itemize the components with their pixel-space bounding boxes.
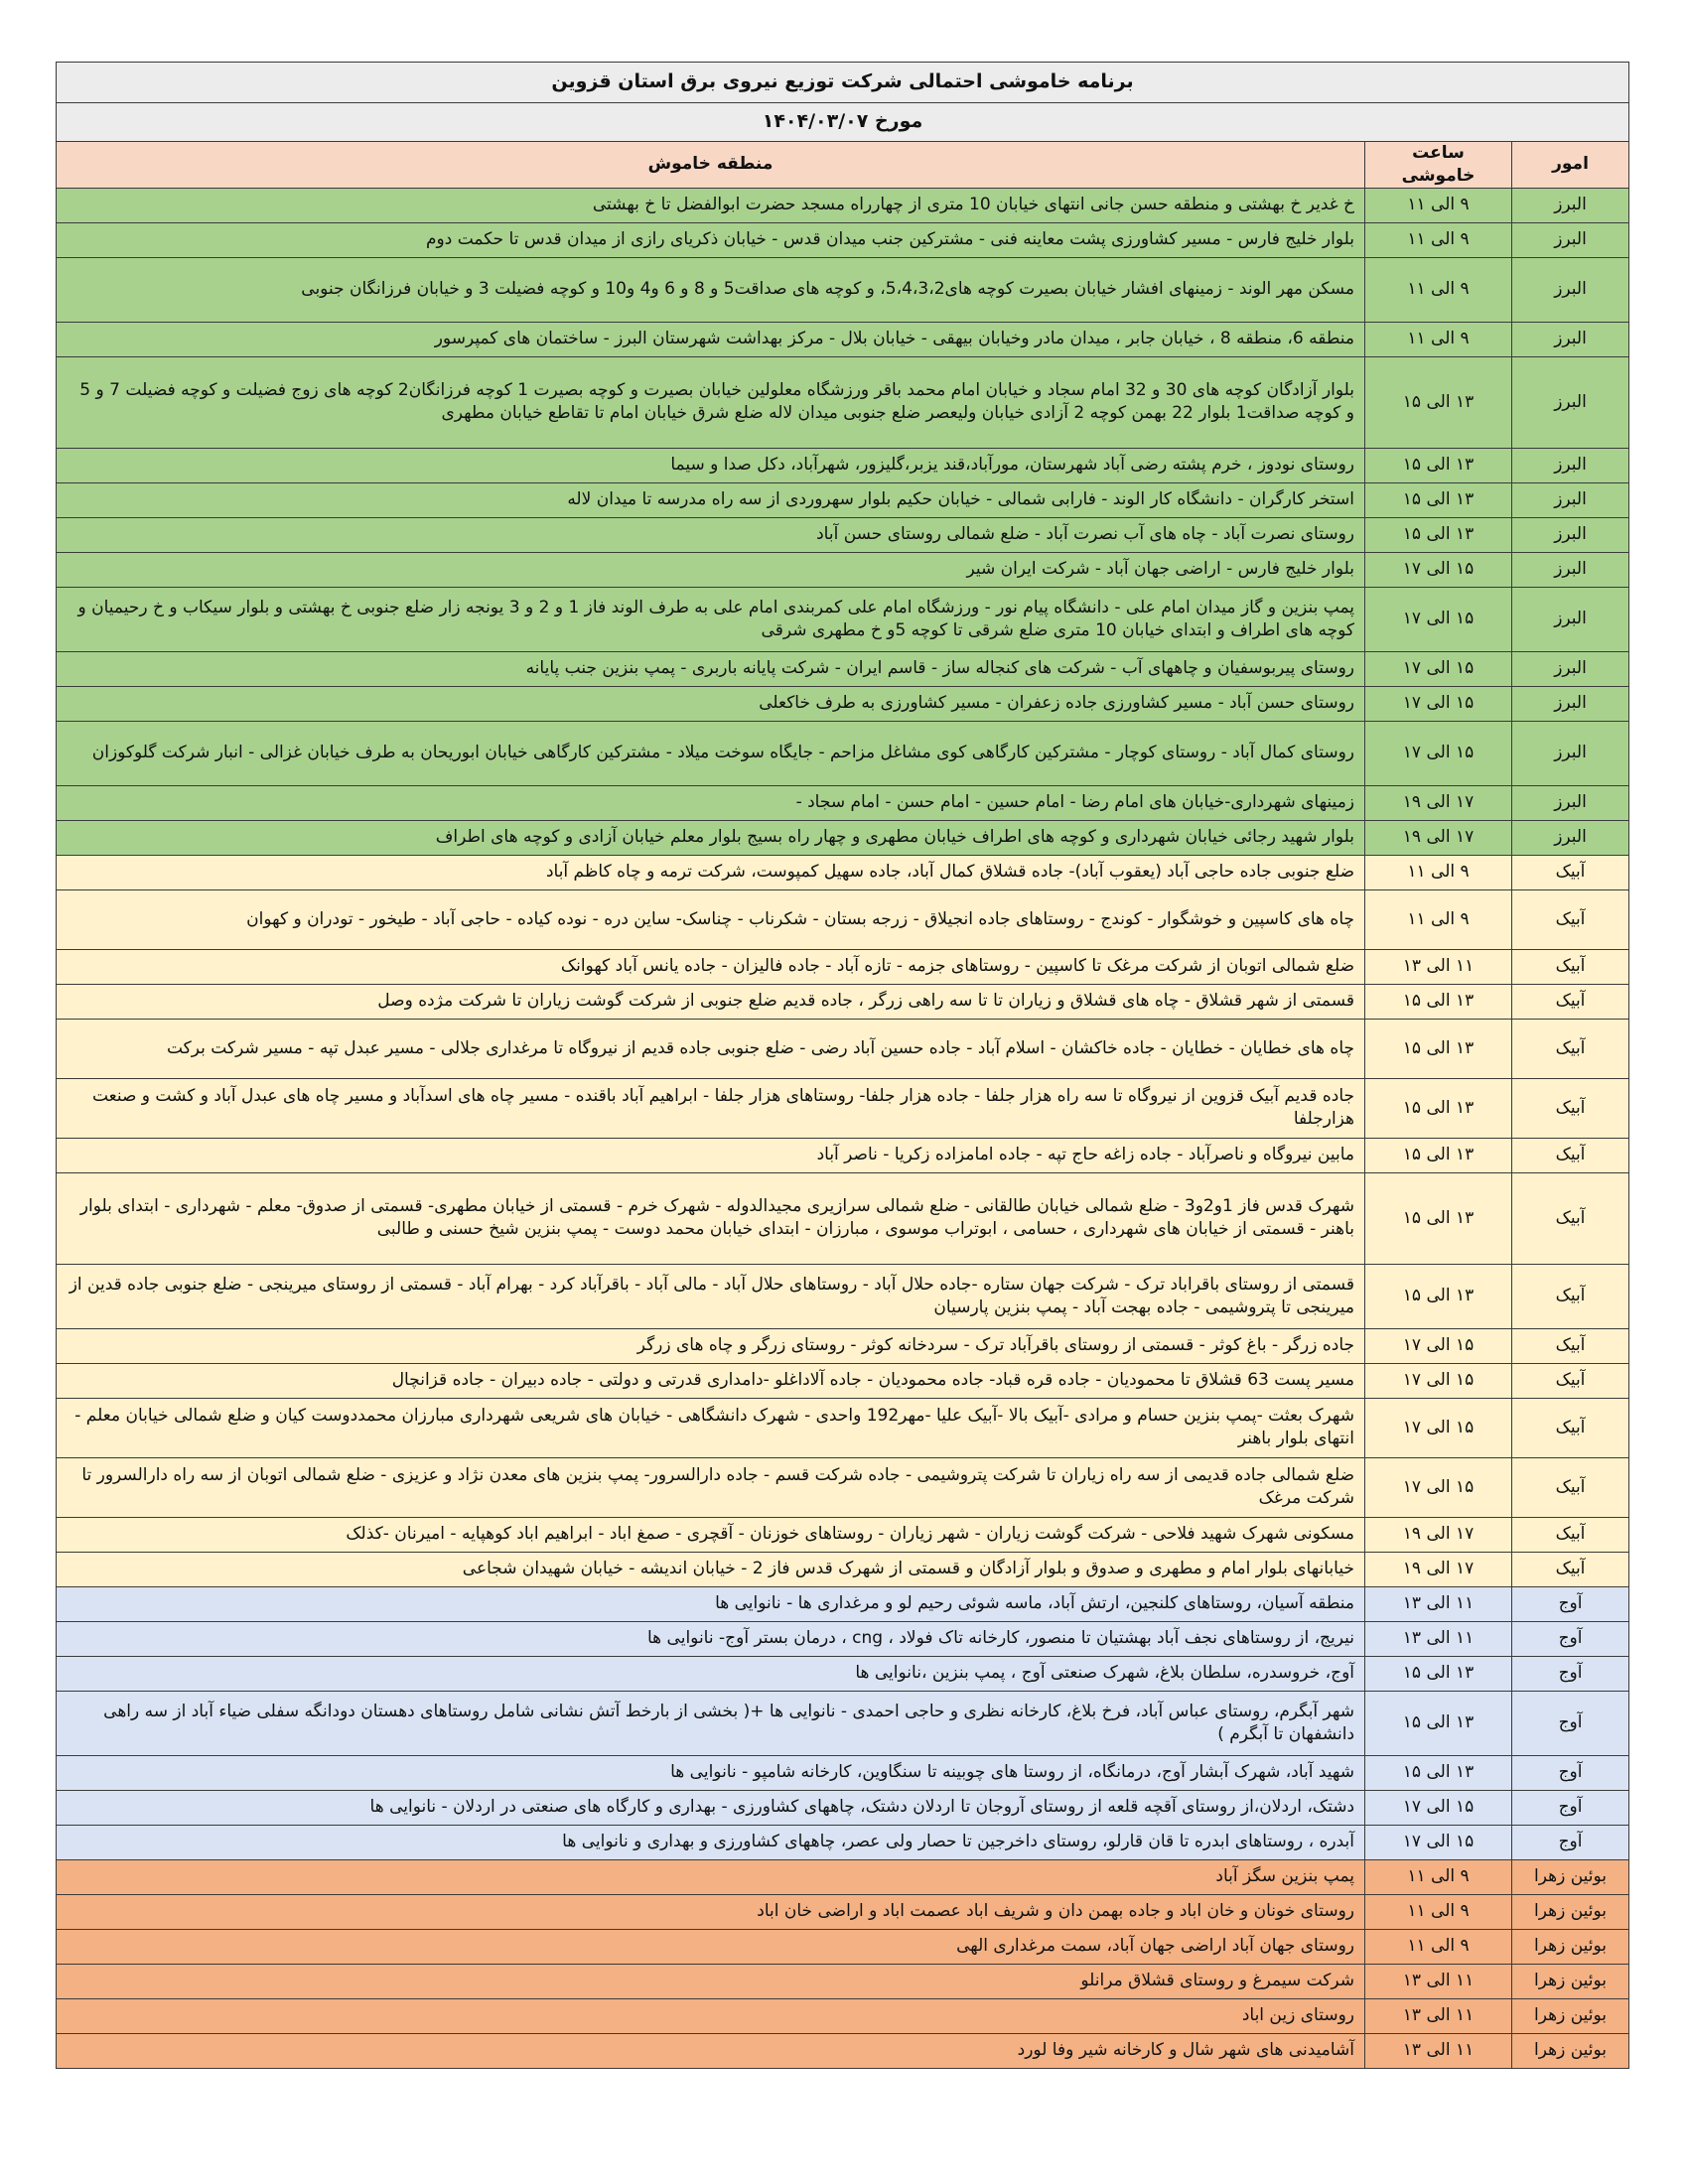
table-row <box>57 356 1629 448</box>
row-hours: ۹ الی ۱۱ <box>1365 1929 1512 1964</box>
table-row <box>57 587 1629 651</box>
table-row <box>57 686 1629 721</box>
row-area: دشتک، اردلان،از روستای آقچه قلعه از روستای آروجان تا اردلان دشتک، چاههای کشاورزی - بهداری و کارگاه های صنعتی در اردلان - نانوایی ها <box>57 1790 1365 1825</box>
row-dept: آوج <box>1512 1621 1629 1656</box>
row-area: روستای جهان آباد اراضی جهان آباد، سمت مرغداری الهی <box>57 1929 1365 1964</box>
header-area: منطقه خاموش <box>57 142 1365 189</box>
table-row <box>57 2033 1629 2068</box>
table-row <box>57 855 1629 889</box>
row-hours: ۱۳ الی ۱۵ <box>1365 1691 1512 1755</box>
row-dept: آبیک <box>1512 1517 1629 1552</box>
row-dept: آوج <box>1512 1755 1629 1790</box>
row-hours: ۱۳ الی ۱۵ <box>1365 1019 1512 1078</box>
row-area: بلوار آزادگان کوچه های 30 و 32 امام سجاد و خیابان امام محمد باقر ورزشگاه معلولین خیابان بصیرت و کوچه بصیرت 1 کوچه فرزانگان2 کوچه های زوج فضیلت و کوچه فضیلت 7 و 5 و کوچه صداقت1 بلوار 22 بهمن کوچه 2 آزادی خیابان ولیعصر ضلع جنوبی میدان لاله ضلع شرق خیابان امام تا تقاطع خیابان مطهری <box>57 356 1365 448</box>
row-hours: ۱۱ الی ۱۳ <box>1365 2033 1512 2068</box>
row-area: استخر کارگران - دانشگاه کار الوند - فارابی شمالی - خیابان حکیم بلوار سهروردی از سه راه مدرسه تا میدان لاله <box>57 482 1365 517</box>
row-dept: البرز <box>1512 257 1629 322</box>
table-row <box>57 1078 1629 1138</box>
row-hours: ۱۱ الی ۱۳ <box>1365 949 1512 984</box>
row-area: روستای زین اباد <box>57 1998 1365 2033</box>
table-row <box>57 1019 1629 1078</box>
table-row <box>57 1998 1629 2033</box>
table-row <box>57 820 1629 855</box>
row-dept: آبیک <box>1512 1457 1629 1517</box>
row-dept: آوج <box>1512 1586 1629 1621</box>
row-hours: ۱۳ الی ۱۵ <box>1365 1078 1512 1138</box>
row-hours: ۹ الی ۱۱ <box>1365 257 1512 322</box>
row-dept: آبیک <box>1512 1138 1629 1172</box>
row-dept: البرز <box>1512 222 1629 257</box>
table-row <box>57 222 1629 257</box>
table-row <box>57 949 1629 984</box>
table-row <box>57 1755 1629 1790</box>
row-hours: ۱۱ الی ۱۳ <box>1365 1621 1512 1656</box>
table-row <box>57 482 1629 517</box>
table-row <box>57 1264 1629 1328</box>
table-row <box>57 1964 1629 1998</box>
row-dept: البرز <box>1512 785 1629 820</box>
row-hours: ۹ الی ۱۱ <box>1365 855 1512 889</box>
row-dept: البرز <box>1512 552 1629 587</box>
row-hours: ۱۵ الی ۱۷ <box>1365 552 1512 587</box>
row-hours: ۱۷ الی ۱۹ <box>1365 820 1512 855</box>
row-dept: آبیک <box>1512 889 1629 949</box>
row-dept: آبیک <box>1512 1172 1629 1264</box>
row-area: خ غدیر خ بهشتی و منطقه حسن جانی انتهای خیابان 10 متری از چهارراه مسجد حضرت ابوالفضل تا خ بهشتی <box>57 188 1365 222</box>
row-dept: بوئین زهرا <box>1512 1894 1629 1929</box>
row-area: ضلع جنوبی جاده حاجی آباد (یعقوب آباد)- جاده قشلاق کمال آباد، جاده سهیل کمپوست، شرکت ترمه و چاه کاظم آباد <box>57 855 1365 889</box>
row-dept: البرز <box>1512 686 1629 721</box>
row-dept: البرز <box>1512 517 1629 552</box>
row-area: روستای حسن آباد - مسیر کشاورزی جاده زعفران - مسیر کشاورزی به طرف خاکعلی <box>57 686 1365 721</box>
table-row <box>57 257 1629 322</box>
table-row <box>57 1929 1629 1964</box>
row-area: چاه های خطایان - خطایان - جاده خاکشان - اسلام آباد - جاده حسین آباد رضی - ضلع جنوبی جاده قدیم از نیروگاه تا مرغداری جلالی - مسیر عبدل تپه - مسیر شرکت برکت <box>57 1019 1365 1078</box>
row-area: ضلع شمالی جاده قدیمی از سه راه زیاران تا شرکت پتروشیمی - جاده شرکت قسم - جاده دارالسرور- پمپ بنزین های معدن نژاد و عزیزی - ضلع شمالی اتوبان از سه راه دارالسرور تا شرکت مرغک <box>57 1457 1365 1517</box>
row-hours: ۱۵ الی ۱۷ <box>1365 1363 1512 1398</box>
row-hours: ۹ الی ۱۱ <box>1365 188 1512 222</box>
table-row <box>57 1552 1629 1586</box>
row-area: نیریج، از روستاهای نجف آباد بهشتیان تا منصور، کارخانه تاک فولاد ، cng ، درمان بستر آوج- نانوایی ها <box>57 1621 1365 1656</box>
row-area: زمینهای شهرداری-خیابان های امام رضا - امام حسین - امام حسن - امام سجاد - <box>57 785 1365 820</box>
row-area: جاده قدیم آبیک قزوین از نیروگاه تا سه راه هزار جلفا - جاده هزار جلفا- روستاهای هزار جلفا - ابراهیم آباد باقنده - مسیر چاه های اسدآباد و مسیر چاه های عبدل آباد و کشت و صنعت هزارجلفا <box>57 1078 1365 1138</box>
row-dept: بوئین زهرا <box>1512 1964 1629 1998</box>
row-dept: بوئین زهرا <box>1512 2033 1629 2068</box>
row-area: مابین نیروگاه و ناصرآباد - جاده زاغه حاج تپه - جاده امامزاده زکریا - ناصر آباد <box>57 1138 1365 1172</box>
document-date: مورخ ۱۴۰۴/۰۳/۰۷ <box>57 103 1629 142</box>
row-hours: ۱۳ الی ۱۵ <box>1365 356 1512 448</box>
table-row <box>57 1790 1629 1825</box>
row-area: مسکن مهر الوند - زمینهای افشار خیابان بصیرت کوچه های5،4،3،2، و کوچه های صداقت5 و 8 و 6 و4 و10 و کوچه فضیلت 3 و خیابان فرزانگان جنوبی <box>57 257 1365 322</box>
row-area: قسمتی از شهر قشلاق - چاه های قشلاق و زیاران تا تا سه راهی زرگر ، جاده قدیم ضلع جنوبی از شرکت گوشت زیاران تا شرکت مژده وصل <box>57 984 1365 1019</box>
row-dept: آبیک <box>1512 1078 1629 1138</box>
row-hours: ۱۳ الی ۱۵ <box>1365 984 1512 1019</box>
row-dept: بوئین زهرا <box>1512 1998 1629 2033</box>
row-area: پمپ بنزین و گاز میدان امام علی - دانشگاه پیام نور - ورزشگاه امام علی کمربندی امام علی به طرف الوند فاز 1 و 2 و 3 یونجه زار ضلع جنوبی خ بهشتی و بلوار سیکاب و خ رحیمیان و کوچه های اطراف و ابتدای خیابان 10 متری ضلع شرقی تا کوچه 5و خ مطهری شرقی <box>57 587 1365 651</box>
row-dept: بوئین زهرا <box>1512 1929 1629 1964</box>
table-row <box>57 1138 1629 1172</box>
row-area: شرکت سیمرغ و روستای قشلاق مرانلو <box>57 1964 1365 1998</box>
row-area: بلوار خلیج فارس - مسیر کشاورزی پشت معاینه فنی - مشترکین جنب میدان قدس - خیابان ذکریای رازی از میدان قدس تا حکمت دوم <box>57 222 1365 257</box>
row-area: منطقه 6، منطقه 8 ، خیابان جابر ، میدان مادر وخیابان بیهقی - خیابان بلال - مرکز بهداشت شهرستان البرز - ساختمان های کمپرسور <box>57 322 1365 356</box>
table-row <box>57 188 1629 222</box>
table-row <box>57 1363 1629 1398</box>
row-area: بلوار خلیج فارس - اراضی جهان آباد - شرکت ایران شیر <box>57 552 1365 587</box>
blackout-schedule-table <box>56 62 1629 2069</box>
row-hours: ۹ الی ۱۱ <box>1365 322 1512 356</box>
row-dept: آوج <box>1512 1825 1629 1859</box>
row-area: شهرک بعثت -پمپ بنزین حسام و مرادی -آبیک بالا -آبیک علیا -مهر192 واحدی - شهرک دانشگاهی - خیابان های شریعی شهرداری مبارزان محمددوست کیان و ضلع شمالی خیابان معلم - انتهای بلوار باهنر <box>57 1398 1365 1457</box>
row-hours: ۱۷ الی ۱۹ <box>1365 1517 1512 1552</box>
row-hours: ۱۳ الی ۱۵ <box>1365 517 1512 552</box>
table-row <box>57 785 1629 820</box>
row-area: منطقه آسیان، روستاهای کلنجین، ارتش آباد، ماسه شوئی رحیم لو و مرغداری ها - نانوایی ها <box>57 1586 1365 1621</box>
row-dept: آبیک <box>1512 855 1629 889</box>
row-dept: بوئین زهرا <box>1512 1859 1629 1894</box>
table-row <box>57 984 1629 1019</box>
row-hours: ۱۳ الی ۱۵ <box>1365 482 1512 517</box>
table-row <box>57 1859 1629 1894</box>
table-row <box>57 651 1629 686</box>
row-hours: ۱۱ الی ۱۳ <box>1365 1998 1512 2033</box>
row-hours: ۱۳ الی ۱۵ <box>1365 1264 1512 1328</box>
row-hours: ۹ الی ۱۱ <box>1365 222 1512 257</box>
row-dept: البرز <box>1512 651 1629 686</box>
row-hours: ۱۱ الی ۱۳ <box>1365 1964 1512 1998</box>
row-dept: آبیک <box>1512 1363 1629 1398</box>
row-area: آبدره ، روستاهای ابدره تا قان قارلو، روستای داخرجین تا حصار ولی عصر، چاههای کشاورزی و بهداری و نانوایی ها <box>57 1825 1365 1859</box>
row-area: شهید آباد، شهرک آبشار آوج، درمانگاه، از روستا های چوبینه تا سنگاوین، کارخانه شامپو - نانوایی ها <box>57 1755 1365 1790</box>
row-area: چاه های کاسپین و خوشگوار - کوندج - روستاهای جاده انجیلاق - زرجه بستان - شکرناب - چناسک- ساین دره - نوده کیاده - حاجی آباد - طیخور - تودران و کهوان <box>57 889 1365 949</box>
row-hours: ۱۳ الی ۱۵ <box>1365 1755 1512 1790</box>
table-row <box>57 1656 1629 1691</box>
row-area: روستای پیربوسفیان و چاههای آب - شرکت های کنجاله ساز - قاسم ایران - شرکت پایانه باربری - پمپ بنزین جنب پایانه <box>57 651 1365 686</box>
row-hours: ۹ الی ۱۱ <box>1365 889 1512 949</box>
row-hours: ۱۷ الی ۱۹ <box>1365 1552 1512 1586</box>
table-row <box>57 517 1629 552</box>
row-hours: ۱۵ الی ۱۷ <box>1365 1328 1512 1363</box>
row-dept: البرز <box>1512 587 1629 651</box>
row-hours: ۱۵ الی ۱۷ <box>1365 587 1512 651</box>
table-row <box>57 552 1629 587</box>
page-title: برنامه خاموشی احتمالی شرکت توزیع نیروی برق استان قزوین <box>57 63 1629 103</box>
row-hours: ۱۷ الی ۱۹ <box>1365 785 1512 820</box>
table-row <box>57 1172 1629 1264</box>
row-hours: ۱۳ الی ۱۵ <box>1365 1656 1512 1691</box>
row-area: بلوار شهید رجائی خیابان شهرداری و کوچه های اطراف خیابان مطهری و چهار راه بسیج بلوار معلم خیابان آزادی و کوچه های اطراف <box>57 820 1365 855</box>
row-area: خیابانهای بلوار امام و مطهری و صدوق و بلوار آزادگان و قسمتی از شهرک قدس فاز 2 - خیابان اندیشه - خیابان شهیدان شجاعی <box>57 1552 1365 1586</box>
table-row <box>57 889 1629 949</box>
row-dept: آوج <box>1512 1790 1629 1825</box>
row-area: شهر آبگرم، روستای عباس آباد، فرخ بلاغ، کارخانه نظری و حاجی احمدی - نانوایی ها +( بخشی از بارخط آتش نشانی شامل روستاهای دهستان دودانگه سفلی ضیاء آباد از سه راهی دانشفهان تا آبگرم ) <box>57 1691 1365 1755</box>
table-header <box>57 142 1629 189</box>
row-area: شهرک قدس فاز 1و2و3 - ضلع شمالی خیابان طالقانی - ضلع شمالی سرازیری مجیدالدوله - شهرک خرم - قسمتی از خیابان مطهری- قسمتی از صدوق- معلم - شهرداری - ابتدای بلوار باهنر - قسمتی از خیابان های شهرداری ، حسامی ، ابوتراب موسوی ، مبارزان - ابتدای خیابان محمد دوست - پمپ بنزین شیخ حسنی و طالبی <box>57 1172 1365 1264</box>
row-hours: ۱۳ الی ۱۵ <box>1365 1172 1512 1264</box>
row-area: روستای نصرت آباد - چاه های آب نصرت آباد - ضلع شمالی روستای حسن آباد <box>57 517 1365 552</box>
row-dept: البرز <box>1512 721 1629 785</box>
row-hours: ۱۵ الی ۱۷ <box>1365 686 1512 721</box>
table-row <box>57 1586 1629 1621</box>
row-hours: ۱۳ الی ۱۵ <box>1365 448 1512 482</box>
header-hours: ساعت خاموشی <box>1365 142 1512 189</box>
row-dept: البرز <box>1512 322 1629 356</box>
table-row <box>57 1398 1629 1457</box>
row-area: روستای کمال آباد - روستای کوچار - مشترکین کارگاهی کوی مشاغل مزاحم - جایگاه سوخت میلاد - مشترکین کارگاهی خیابان ابوریحان به طرف خیابان غزالی - انبار شرکت گلوکوزان <box>57 721 1365 785</box>
table-row <box>57 1457 1629 1517</box>
row-area: روستای خونان و خان اباد و جاده بهمن دان و شریف اباد عصمت اباد و اراضی خان اباد <box>57 1894 1365 1929</box>
row-dept: آبیک <box>1512 1019 1629 1078</box>
row-dept: البرز <box>1512 482 1629 517</box>
row-dept: البرز <box>1512 820 1629 855</box>
row-hours: ۱۵ الی ۱۷ <box>1365 1790 1512 1825</box>
table-row <box>57 322 1629 356</box>
row-hours: ۱۵ الی ۱۷ <box>1365 721 1512 785</box>
row-area: پمپ بنزین سگز آباد <box>57 1859 1365 1894</box>
row-dept: البرز <box>1512 448 1629 482</box>
row-area: مسکونی شهرک شهید فلاحی - شرکت گوشت زیاران - شهر زیاران - روستاهای خوزنان - آقچری - صمغ اباد - ابراهیم اباد کوهپایه - امیرنان -کذلک <box>57 1517 1365 1552</box>
row-hours: ۱۵ الی ۱۷ <box>1365 1398 1512 1457</box>
row-hours: ۹ الی ۱۱ <box>1365 1894 1512 1929</box>
row-dept: آبیک <box>1512 984 1629 1019</box>
row-dept: آوج <box>1512 1656 1629 1691</box>
row-hours: ۱۳ الی ۱۵ <box>1365 1138 1512 1172</box>
row-dept: آوج <box>1512 1691 1629 1755</box>
row-dept: آبیک <box>1512 1264 1629 1328</box>
row-dept: آبیک <box>1512 1328 1629 1363</box>
table-row <box>57 1825 1629 1859</box>
table-row <box>57 721 1629 785</box>
row-dept: آبیک <box>1512 1398 1629 1457</box>
row-hours: ۱۵ الی ۱۷ <box>1365 1825 1512 1859</box>
row-area: جاده زرگر - باغ کوثر - قسمتی از روستای باقرآباد ترک - سردخانه کوثر - روستای زرگر و چاه های زرگر <box>57 1328 1365 1363</box>
table-row <box>57 1894 1629 1929</box>
row-dept: آبیک <box>1512 1552 1629 1586</box>
table-row <box>57 1517 1629 1552</box>
row-area: آشامیدنی های شهر شال و کارخانه شیر وفا لورد <box>57 2033 1365 2068</box>
row-area: قسمتی از روستای باقراباد ترک - شرکت جهان ستاره -جاده حلال آباد - روستاهای حلال آباد - مالی آباد - باقرآباد کرد - بهرام آباد - قسمتی از روستای میرینجی - ضلع جنوبی جاده قدین از میرینجی تا پتروشیمی - جاده بهجت آباد - پمپ بنزین پارسیان <box>57 1264 1365 1328</box>
table-row <box>57 1328 1629 1363</box>
header-dept: امور <box>1512 142 1629 189</box>
row-hours: ۱۱ الی ۱۳ <box>1365 1586 1512 1621</box>
row-hours: ۱۵ الی ۱۷ <box>1365 1457 1512 1517</box>
row-area: مسیر پست 63 قشلاق تا محمودیان - جاده قره قباد- جاده محمودیان - جاده آلاداغلو -دامداری قدرتی و دولتی - جاده دبیران - جاده قزانچال <box>57 1363 1365 1398</box>
row-area: روستای نودوز ، خرم پشته رضی آباد شهرستان، مورآباد،قند یزبر،گلیزور، شهرآباد، دکل صدا و سیما <box>57 448 1365 482</box>
row-dept: البرز <box>1512 356 1629 448</box>
row-area: ضلع شمالی اتوبان از شرکت مرغک تا کاسپین - روستاهای جزمه - تازه آباد - جاده فالیزان - جاده یانس آباد کهوانک <box>57 949 1365 984</box>
row-hours: ۹ الی ۱۱ <box>1365 1859 1512 1894</box>
row-dept: البرز <box>1512 188 1629 222</box>
table-row <box>57 1621 1629 1656</box>
row-area: آوج، خروسدره، سلطان بلاغ، شهرک صنعتی آوج ، پمپ بنزین ،نانوایی ها <box>57 1656 1365 1691</box>
table-row <box>57 448 1629 482</box>
table-row <box>57 1691 1629 1755</box>
row-dept: آبیک <box>1512 949 1629 984</box>
row-hours: ۱۵ الی ۱۷ <box>1365 651 1512 686</box>
